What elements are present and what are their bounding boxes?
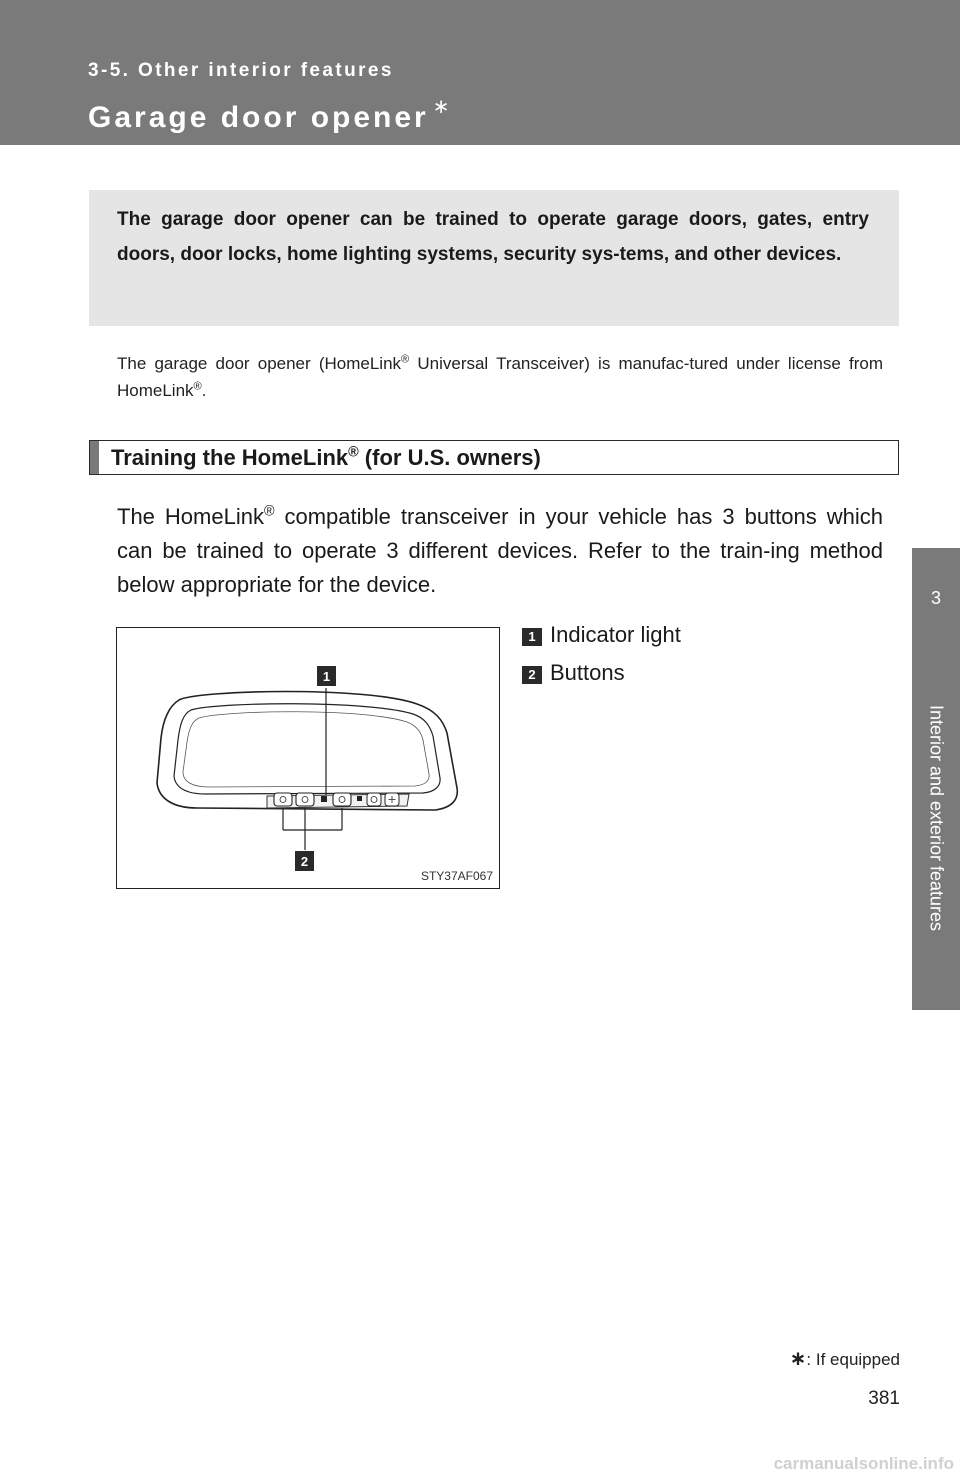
rearview-mirror-drawing: [117, 628, 499, 888]
homelink-button-1: [274, 793, 292, 806]
mirror-illustration: [116, 627, 500, 889]
subheading-text: [111, 445, 541, 471]
intro-box: [89, 190, 899, 326]
page-title-text: Garage door opener: [88, 101, 429, 134]
registered-mark: ®: [263, 503, 275, 520]
subheading: [89, 440, 899, 475]
body-text-1: The HomeLink: [117, 504, 264, 529]
footnote: [760, 1346, 900, 1371]
power-button: [367, 793, 381, 806]
legend-number-badge: 2: [522, 666, 542, 684]
subheading-text-1: Training the HomeLink: [111, 445, 349, 470]
figure-code: STY37AF067: [420, 869, 493, 883]
legend-number-badge: 1: [522, 628, 542, 646]
license-text-3: .: [201, 381, 207, 400]
chapter-side-tab: [912, 548, 960, 1010]
chapter-number: 3: [930, 588, 941, 608]
page-title: [88, 94, 450, 135]
if-equipped-mark: ∗: [432, 96, 450, 118]
page-header: [0, 0, 960, 145]
legend-label: Buttons: [550, 660, 625, 685]
callout-2-number: 2: [300, 854, 309, 869]
if-equipped-mark: ∗: [789, 1348, 807, 1370]
body-text-2: compatible transceiver in your vehicle has 3 buttons which can be trained to operate 3 different devices. Refer to the train-ing method below appropriate for the device.: [117, 504, 883, 597]
homelink-button-2: [296, 793, 314, 806]
license-paragraph: [117, 350, 883, 404]
subheading-text-2: (for U.S. owners): [358, 445, 541, 470]
license-text-2: Universal Transceiver) is manufac-tured under license from HomeLink: [117, 354, 883, 400]
status-dot: [357, 796, 362, 801]
intro-text: The garage door opener can be trained to operate garage doors, gates, entry doors, door locks, home lighting systems, security sys-tems, and other devices.: [117, 209, 869, 265]
subheading-bar: [90, 441, 99, 474]
callout-1-number: 1: [322, 669, 331, 684]
homelink-button-3: [333, 793, 351, 806]
license-text-1: The garage door opener (HomeLink: [117, 354, 402, 373]
watermark: carmanualsonline.info: [773, 1454, 954, 1473]
indicator-light: [321, 796, 327, 802]
mirror-glass-outline: [174, 704, 440, 794]
footnote-text: : If equipped: [806, 1350, 900, 1369]
body-paragraph: [117, 500, 883, 602]
registered-mark: ®: [348, 444, 359, 461]
legend-label: Indicator light: [550, 622, 681, 647]
page-number: 381: [868, 1388, 900, 1409]
section-label: 3-5. Other interior features: [88, 60, 394, 81]
registered-mark: ®: [193, 380, 202, 393]
registered-mark: ®: [401, 353, 410, 366]
chapter-title: Interior and exterior features: [926, 704, 947, 932]
